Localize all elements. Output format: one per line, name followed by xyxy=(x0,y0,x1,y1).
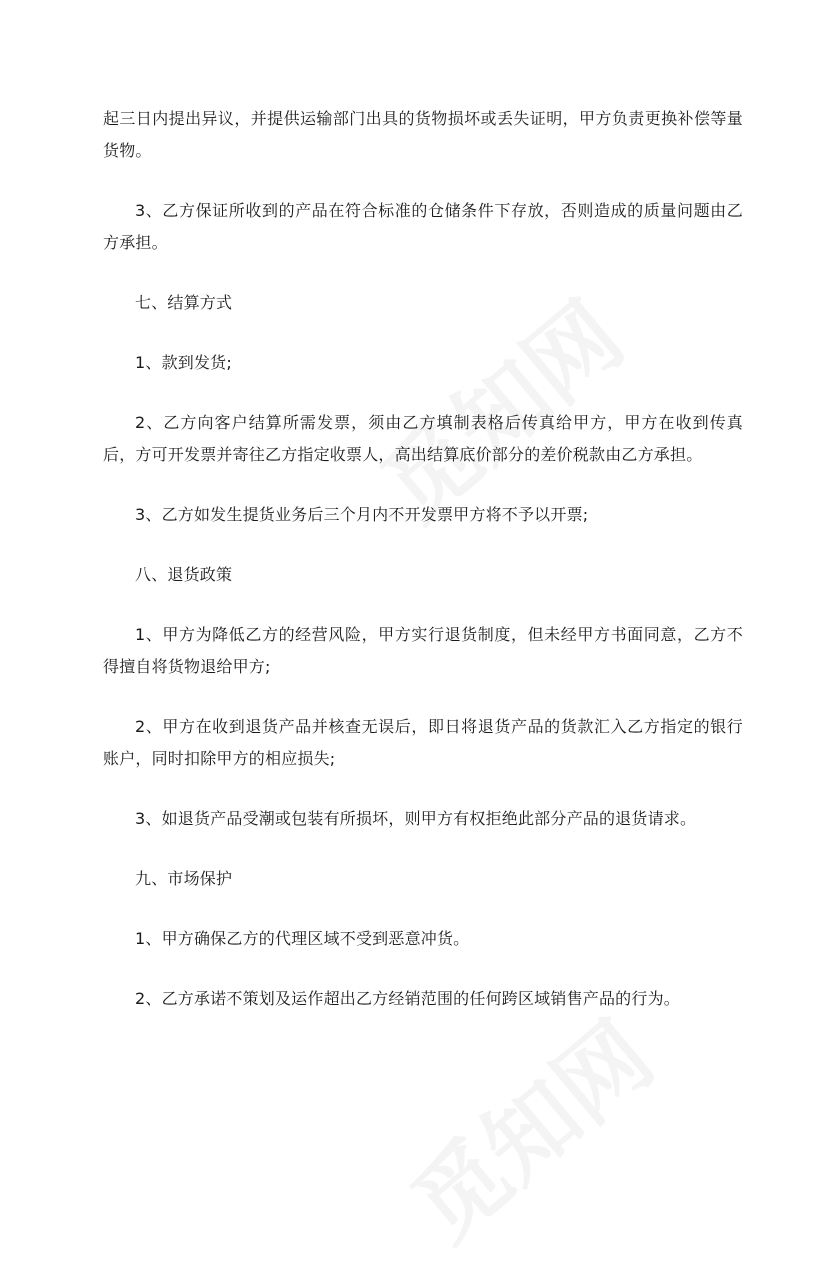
paragraph: 1、甲方为降低乙方的经营风险，甲方实行退货制度，但未经甲方书面同意，乙方不得擅自将货物退给甲方; xyxy=(103,625,743,676)
section-heading: 七、结算方式 xyxy=(135,293,233,312)
section-heading: 九、市场保护 xyxy=(135,869,233,888)
paragraph: 1、甲方确保乙方的代理区域不受到恶意冲货。 xyxy=(135,929,470,948)
document-body xyxy=(103,103,743,1043)
paragraph: 起三日内提出异议，并提供运输部门出具的货物损坏或丢失证明，甲方负责更换补偿等量货物。 xyxy=(103,109,743,160)
paragraph: 3、如退货产品受潮或包装有所损坏，则甲方有权拒绝此部分产品的退货请求。 xyxy=(135,809,697,828)
section-heading: 八、退货政策 xyxy=(135,565,233,584)
paragraph: 3、乙方如发生提货业务后三个月内不开发票甲方将不予以开票; xyxy=(135,505,589,524)
paragraph: 1、款到发货; xyxy=(135,353,232,372)
paragraph: 3、乙方保证所收到的产品在符合标准的仓储条件下存放，否则造成的质量问题由乙方承担。 xyxy=(103,201,743,252)
paragraph: 2、甲方在收到退货产品并核查无误后，即日将退货产品的货款汇入乙方指定的银行账户，同时扣除甲方的相应损失; xyxy=(103,717,743,768)
paragraph: 2、乙方向客户结算所需发票，须由乙方填制表格后传真给甲方，甲方在收到传真后，方可开发票并寄往乙方指定收票人，高出结算底价部分的差价税款由乙方承担。 xyxy=(103,413,743,464)
paragraph: 2、乙方承诺不策划及运作超出乙方经销范围的任何跨区域销售产品的行为。 xyxy=(135,989,680,1008)
